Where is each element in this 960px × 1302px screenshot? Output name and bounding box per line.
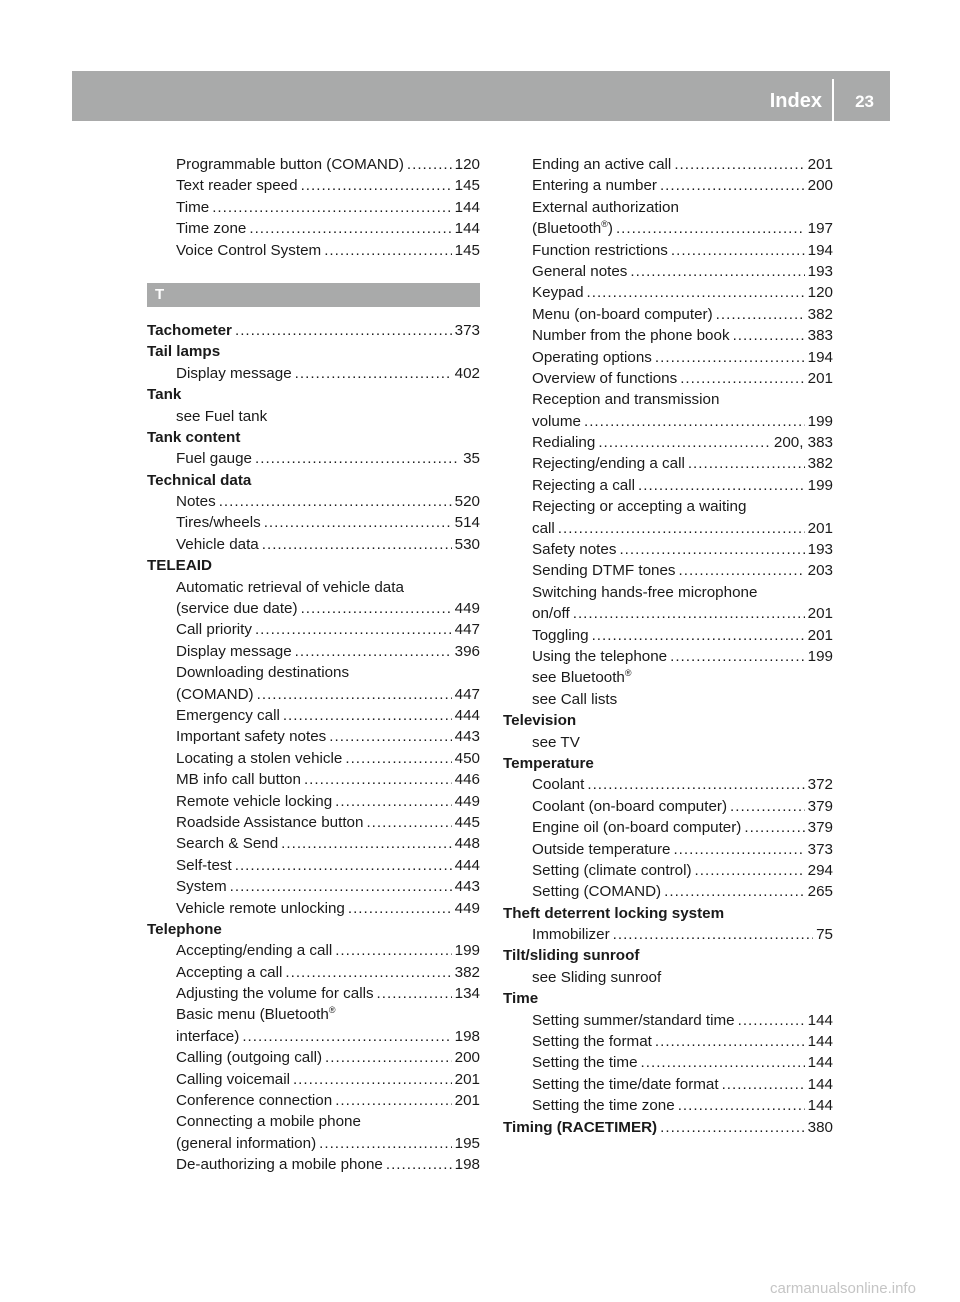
- index-entry: Function restrictions ..... 194: [503, 240, 833, 261]
- index-entry: Entering a number ..... 200: [503, 175, 833, 196]
- index-heading: Television: [503, 712, 577, 730]
- index-entry: Setting (climate control) ..... 294: [503, 860, 833, 881]
- index-entry: Engine oil (on-board computer) ..... 379: [503, 817, 833, 838]
- header-title: Index: [769, 90, 822, 112]
- index-entry: Setting the time ..... 144: [503, 1052, 833, 1073]
- index-entry: volume ..... 199: [503, 411, 833, 432]
- index-entry: Locating a stolen vehicle ..... 450: [147, 748, 480, 769]
- index-heading: Theft deterrent locking system: [503, 904, 725, 922]
- index-entry: Calling (outgoing call) ..... 200: [147, 1047, 480, 1068]
- index-entry: call ..... 201: [503, 518, 833, 539]
- index-heading: Time: [503, 990, 539, 1008]
- index-entry: Setting the format ..... 144: [503, 1031, 833, 1052]
- index-heading: Technical data: [147, 471, 252, 489]
- index-entry-text: Downloading destinations: [176, 664, 350, 682]
- index-see-reference: see Sliding sunroof: [532, 968, 662, 986]
- index-entry: Toggling ..... 201: [503, 625, 833, 646]
- index-entry: Calling voicemail ..... 201: [147, 1069, 480, 1090]
- index-entry: Coolant ..... 372: [503, 774, 833, 795]
- index-entry: Setting summer/standard time ..... 144: [503, 1010, 833, 1031]
- index-entry: Accepting/ending a call ..... 199: [147, 940, 480, 961]
- index-entry: General notes ..... 193: [503, 261, 833, 282]
- index-entry: Programmable button (COMAND) ..... 120: [147, 154, 480, 175]
- index-entry: Menu (on-board computer) ..... 382: [503, 304, 833, 325]
- index-column-left: [147, 154, 480, 1176]
- index-entry: Display message ..... 396: [147, 641, 480, 662]
- index-entry-text: Reception and transmission: [532, 391, 720, 409]
- index-entry: (service due date) ..... 449: [147, 598, 480, 619]
- index-entry-text: Automatic retrieval of vehicle data: [176, 578, 404, 596]
- index-entry: Vehicle data ..... 530: [147, 534, 480, 555]
- index-heading: Telephone: [147, 920, 222, 938]
- index-column-right: [503, 154, 833, 1138]
- index-heading: Timing (RACETIMER) ..... 380: [503, 1117, 833, 1138]
- index-entry: MB info call button ..... 446: [147, 769, 480, 790]
- index-entry: Setting the time/date format ..... 144: [503, 1074, 833, 1095]
- index-entry: Redialing ..... 200, 383: [503, 432, 833, 453]
- section-letter-bar: T: [147, 283, 480, 307]
- index-entry-text: Connecting a mobile phone: [176, 1113, 361, 1131]
- index-entry: Search & Send ..... 448: [147, 833, 480, 854]
- index-entry: Accepting a call ..... 382: [147, 962, 480, 983]
- index-entry: Adjusting the volume for calls ..... 134: [147, 983, 480, 1004]
- watermark: carmanualsonline.info: [770, 1280, 916, 1297]
- index-entry: Safety notes ..... 193: [503, 539, 833, 560]
- index-entry: Ending an active call ..... 201: [503, 154, 833, 175]
- index-entry: Text reader speed ..... 145: [147, 175, 480, 196]
- page-header-band: [72, 71, 890, 121]
- index-entry-text: Rejecting or accepting a waiting: [532, 498, 747, 516]
- index-entry: Tires/wheels ..... 514: [147, 512, 480, 533]
- index-entry: Time zone ..... 144: [147, 218, 480, 239]
- index-entry: Coolant (on-board computer) ..... 379: [503, 796, 833, 817]
- index-entry: on/off ..... 201: [503, 603, 833, 624]
- index-entry: Voice Control System ..... 145: [147, 240, 480, 261]
- index-entry: Fuel gauge ..... 35: [147, 448, 480, 469]
- index-entry: Sending DTMF tones ..... 203: [503, 560, 833, 581]
- index-entry: Using the telephone ..... 199: [503, 646, 833, 667]
- index-entry: Immobilizer ..... 75: [503, 924, 833, 945]
- index-heading: Tilt/sliding sunroof: [503, 947, 640, 965]
- index-entry: Keypad ..... 120: [503, 282, 833, 303]
- index-heading: Tachometer ..... 373: [147, 320, 480, 341]
- index-entry: Setting the time zone ..... 144: [503, 1095, 833, 1116]
- index-entry: Operating options ..... 194: [503, 347, 833, 368]
- index-entry: Number from the phone book ..... 383: [503, 325, 833, 346]
- index-entry: (COMAND) ..... 447: [147, 684, 480, 705]
- index-entry: Notes ..... 520: [147, 491, 480, 512]
- index-entry: Display message ..... 402: [147, 363, 480, 384]
- index-entry-text: Switching hands-free microphone: [532, 583, 758, 601]
- index-see-reference: see Fuel tank: [176, 407, 268, 425]
- index-entry: Vehicle remote unlocking ..... 449: [147, 898, 480, 919]
- index-entry: Time ..... 144: [147, 197, 480, 218]
- index-heading: TELEAID: [147, 557, 212, 575]
- index-entry: Call priority ..... 447: [147, 619, 480, 640]
- index-entry: (Bluetooth®) ..... 197: [503, 218, 833, 239]
- index-entry: Important safety notes ..... 443: [147, 726, 480, 747]
- index-entry-text: External authorization: [532, 198, 679, 216]
- index-entry: System ..... 443: [147, 876, 480, 897]
- index-entry: Remote vehicle locking ..... 449: [147, 791, 480, 812]
- index-heading: Temperature: [503, 754, 594, 772]
- index-entry: (general information) ..... 195: [147, 1133, 480, 1154]
- index-entry: interface) ..... 198: [147, 1026, 480, 1047]
- index-entry: Rejecting a call ..... 199: [503, 475, 833, 496]
- index-entry-text: Basic menu (Bluetooth®: [176, 1005, 336, 1024]
- index-see-reference: see TV: [532, 733, 580, 751]
- index-entry: Emergency call ..... 444: [147, 705, 480, 726]
- index-entry: Roadside Assistance button ..... 445: [147, 812, 480, 833]
- index-entry: Overview of functions ..... 201: [503, 368, 833, 389]
- index-entry: De-authorizing a mobile phone ..... 198: [147, 1154, 480, 1175]
- index-entry: Rejecting/ending a call ..... 382: [503, 453, 833, 474]
- index-entry: Setting (COMAND) ..... 265: [503, 881, 833, 902]
- index-heading: Tank: [147, 386, 182, 404]
- index-entry: Self-test ..... 444: [147, 855, 480, 876]
- header-divider: [832, 79, 834, 121]
- index-see-reference: see Call lists: [532, 690, 618, 708]
- index-entry: Conference connection ..... 201: [147, 1090, 480, 1111]
- index-heading: Tank content: [147, 428, 241, 446]
- page-number: 23: [855, 92, 874, 111]
- index-entry: Outside temperature ..... 373: [503, 839, 833, 860]
- index-heading: Tail lamps: [147, 343, 221, 361]
- index-see-reference: see Bluetooth®: [532, 668, 632, 687]
